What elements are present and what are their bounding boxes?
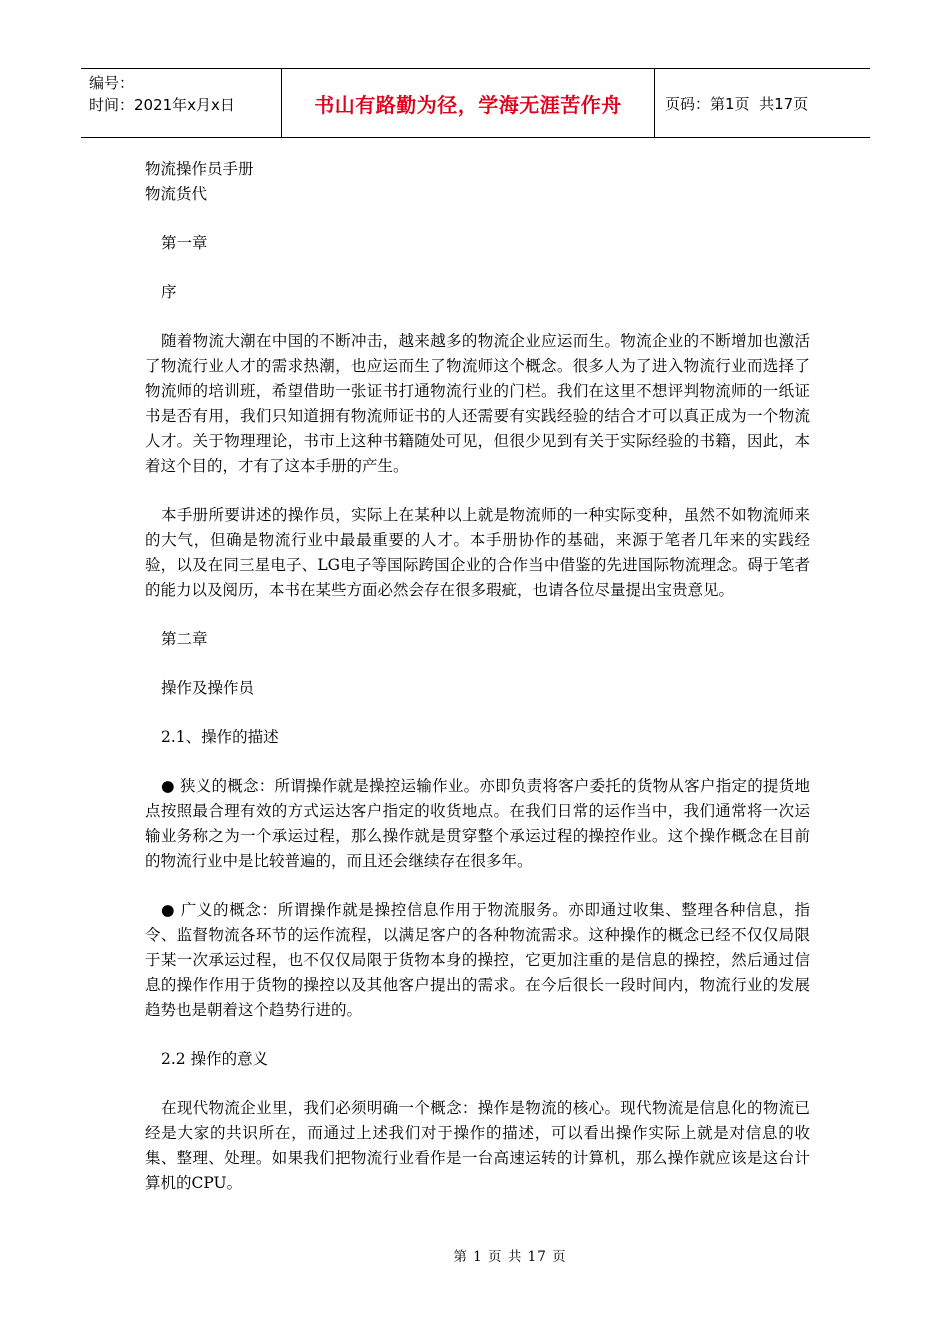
paragraph-1: 随着物流大潮在中国的不断冲击，越来越多的物流企业应运而生。物流企业的不断增加也激活了物流行业人才的需求热潮，也应运而生了物流师这个概念。很多人为了进入物流行业而选择了物流师的培训班，希望借助一张证书打通物流行业的门栏。我们在这里不想评判物流师的一纸证书是否有用，我们只知道拥有物流师证书的人还需要有实践经验的结合才可以真正成为一个物流人才。关于物理理论，书市上这种书籍随处可见，但很少见到有关于实际经验的书籍，因此，本着这个目的，才有了这本手册的产生。 — [145, 332, 810, 475]
document-subtitle: 物流货代 — [145, 185, 208, 203]
preface-heading: 序 — [161, 283, 177, 301]
time-label: 时间：2021年x月x日 — [89, 96, 235, 114]
number-label: 编号： — [89, 74, 135, 92]
document-body — [145, 157, 810, 1196]
header-motto-cell — [282, 69, 655, 137]
chapter-2-heading: 第二章 — [161, 630, 208, 648]
header-info-cell — [81, 69, 282, 137]
paragraph-2: 本手册所要讲述的操作员，实际上在某种以上就是物流师的一种实际变种，虽然不如物流师来的大气，但确是物流行业中最最重要的人才。本手册协作的基础，来源于笔者几年来的实践经验，以及在同三星电子、LG电子等国际跨国企业的合作当中借鉴的先进国际物流理念。碍于笔者的能力以及阅历，本书在某些方面必然会存在很多瑕疵，也请各位尽量提出宝贵意见。 — [145, 506, 810, 599]
page-footer — [0, 1245, 950, 1265]
chapter-1-heading: 第一章 — [161, 234, 208, 252]
section-2-1-heading: 2.1、操作的描述 — [161, 728, 279, 746]
chapter-2-title: 操作及操作员 — [161, 679, 255, 697]
paragraph-significance: 在现代物流企业里，我们必须明确一个概念：操作是物流的核心。现代物流是信息化的物流已经是大家的共识所在，而通过上述我们对于操作的描述，可以看出操作实际上就是对信息的收集、整理、处理。如果我们把物流行业看作是一台高速运转的计算机，那么操作就应该是这台计算机的CPU。 — [145, 1099, 810, 1192]
footer-page-number: 第 1 页 共 17 页 — [453, 1249, 567, 1265]
motto-text: 书山有路勤为径，学海无涯苦作舟 — [314, 92, 622, 117]
section-2-2-heading: 2.2 操作的意义 — [161, 1050, 269, 1068]
header-page-cell — [655, 69, 870, 137]
document-header — [81, 68, 870, 138]
paragraph-narrow-concept: ● 狭义的概念：所谓操作就是操控运输作业。亦即负责将客户委托的货物从客户指定的提货地点按照最合理有效的方式运达客户指定的收货地点。在我们日常的运作当中，我们通常将一次运输业务称之为一个承运过程，那么操作就是贯穿整个承运过程的操控作业。这个操作概念在目前的物流行业中是比较普遍的，而且还会继续存在很多年。 — [145, 777, 810, 870]
document-title: 物流操作员手册 — [145, 160, 254, 178]
page-label: 页码：第1页 共17页 — [665, 94, 809, 113]
paragraph-broad-concept: ● 广义的概念：所谓操作就是操控信息作用于物流服务。亦即通过收集、整理各种信息，指令、监督物流各环节的运作流程，以满足客户的各种物流需求。这种操作的概念已经不仅仅局限于某一次承运过程，也不仅仅局限于货物本身的操控，它更加注重的是信息的操控，然后通过信息的操作作用于货物的操控以及其他客户提出的需求。在今后很长一段时间内，物流行业的发展趋势也是朝着这个趋势行进的。 — [145, 901, 810, 1019]
